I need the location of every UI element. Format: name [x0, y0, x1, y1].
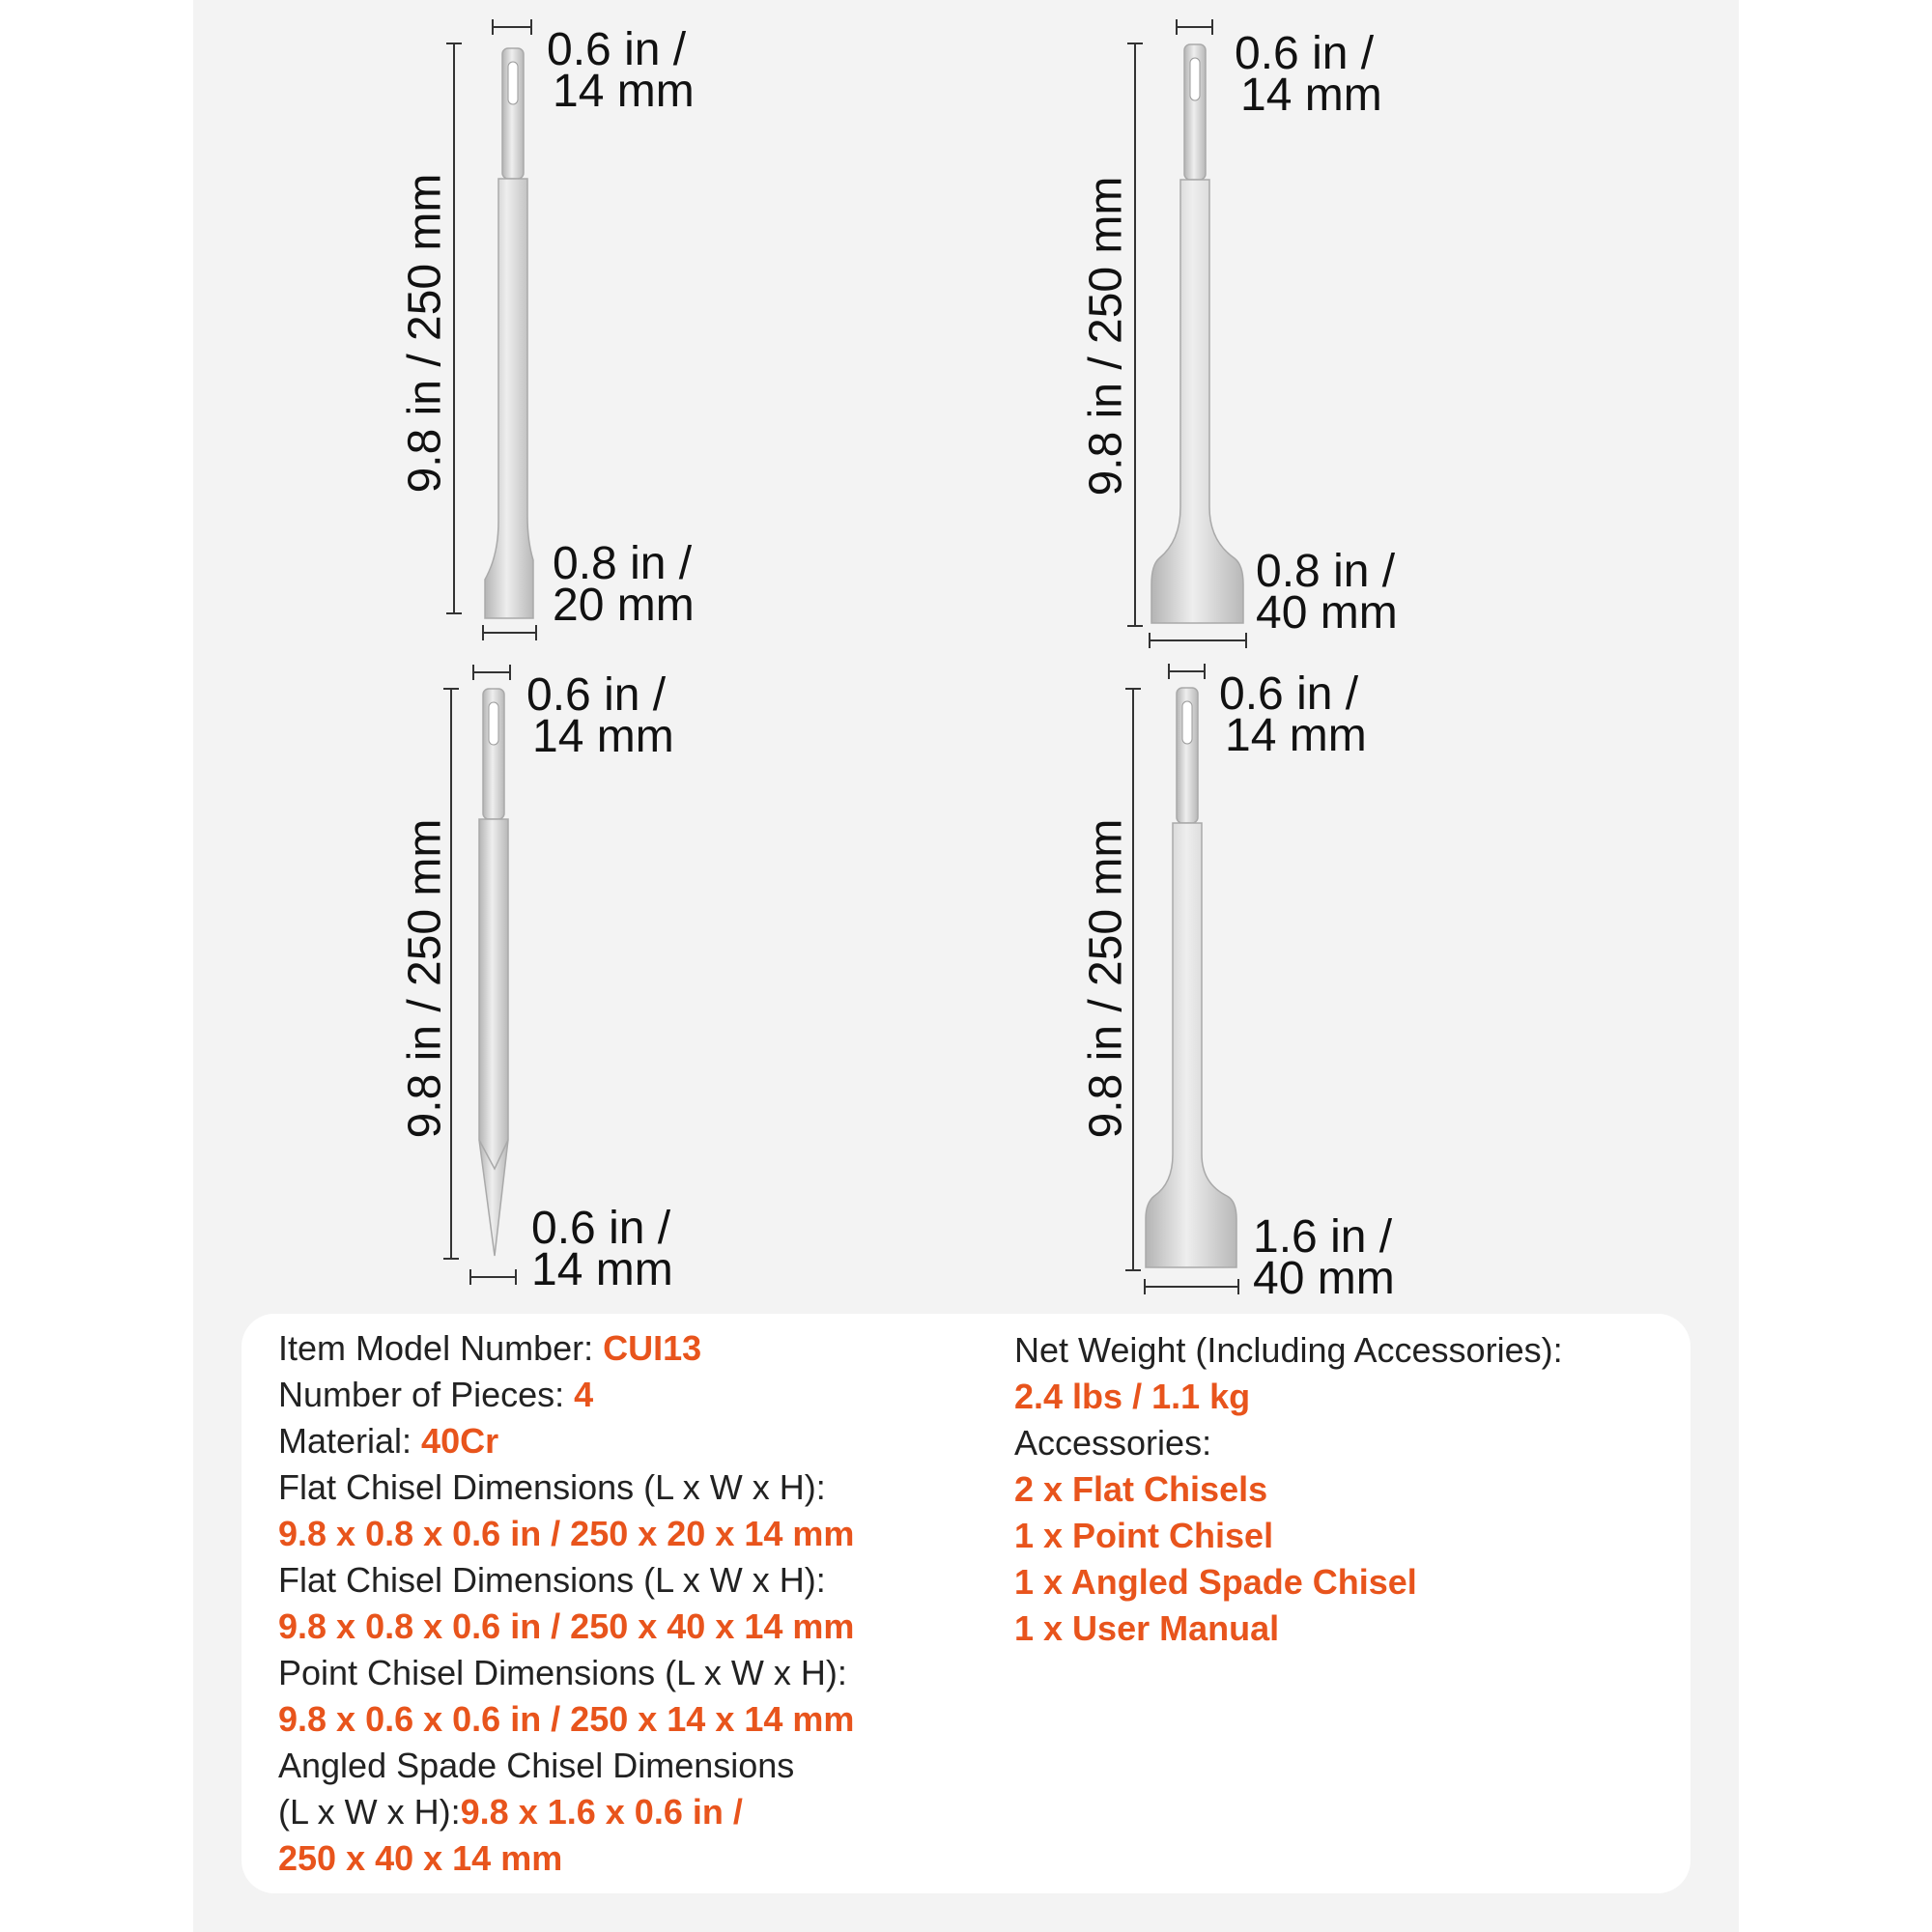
spec-line: Accessories: — [1014, 1423, 1212, 1463]
spec-line: Item Model Number: CUI13 — [278, 1328, 702, 1368]
spec-line: 250 x 40 x 14 mm — [278, 1838, 563, 1878]
spec-line: Angled Spade Chisel Dimensions — [278, 1746, 795, 1785]
shank-dimension-label: 0.6 in / 14 mm — [547, 24, 695, 117]
spec-line: 9.8 x 0.8 x 0.6 in / 250 x 40 x 14 mm — [278, 1606, 855, 1646]
spec-line: 1 x Point Chisel — [1014, 1516, 1274, 1555]
tip-dimension-label: 1.6 in / 40 mm — [1253, 1211, 1395, 1304]
spec-line: Flat Chisel Dimensions (L x W x H): — [278, 1467, 826, 1507]
spec-line: 9.8 x 0.6 x 0.6 in / 250 x 14 x 14 mm — [278, 1699, 855, 1739]
tip-dimension-label: 0.6 in / 14 mm — [531, 1203, 673, 1295]
spec-line: 1 x User Manual — [1014, 1608, 1280, 1648]
specs-right-column — [1014, 1327, 1563, 1652]
spec-line: Number of Pieces: 4 — [278, 1375, 594, 1414]
length-dimension-label: 9.8 in / 250 mm — [399, 818, 451, 1139]
shank-dimension-label: 0.6 in / 14 mm — [1219, 668, 1367, 761]
length-dimension-label: 9.8 in / 250 mm — [1080, 818, 1132, 1139]
point-chisel — [479, 689, 508, 1256]
spec-line: Material: 40Cr — [278, 1421, 499, 1461]
spec-line: Point Chisel Dimensions (L x W x H): — [278, 1653, 847, 1692]
shank-dimension-label: 0.6 in / 14 mm — [1235, 28, 1382, 121]
angled-spade-chisel — [1146, 688, 1236, 1267]
specs-left-column — [278, 1325, 854, 1882]
spec-line: 2.4 lbs / 1.1 kg — [1014, 1377, 1251, 1416]
tip-dimension-label: 0.8 in / 20 mm — [553, 538, 695, 631]
tip-dimension-label: 0.8 in / 40 mm — [1256, 546, 1398, 639]
spec-line: 2 x Flat Chisels — [1014, 1469, 1268, 1509]
spec-line: Net Weight (Including Accessories): — [1014, 1330, 1563, 1370]
length-dimension-label: 9.8 in / 250 mm — [399, 173, 451, 494]
length-dimension-label: 9.8 in / 250 mm — [1080, 176, 1132, 497]
spec-line: 9.8 x 0.8 x 0.6 in / 250 x 20 x 14 mm — [278, 1514, 855, 1553]
spec-line: (L x W x H):9.8 x 1.6 x 0.6 in / — [278, 1792, 743, 1832]
shank-dimension-label: 0.6 in / 14 mm — [526, 669, 674, 762]
flat-chisel-20mm — [485, 48, 533, 618]
spec-line: 1 x Angled Spade Chisel — [1014, 1562, 1417, 1602]
flat-chisel-40mm — [1151, 44, 1243, 623]
spec-line: Flat Chisel Dimensions (L x W x H): — [278, 1560, 826, 1600]
